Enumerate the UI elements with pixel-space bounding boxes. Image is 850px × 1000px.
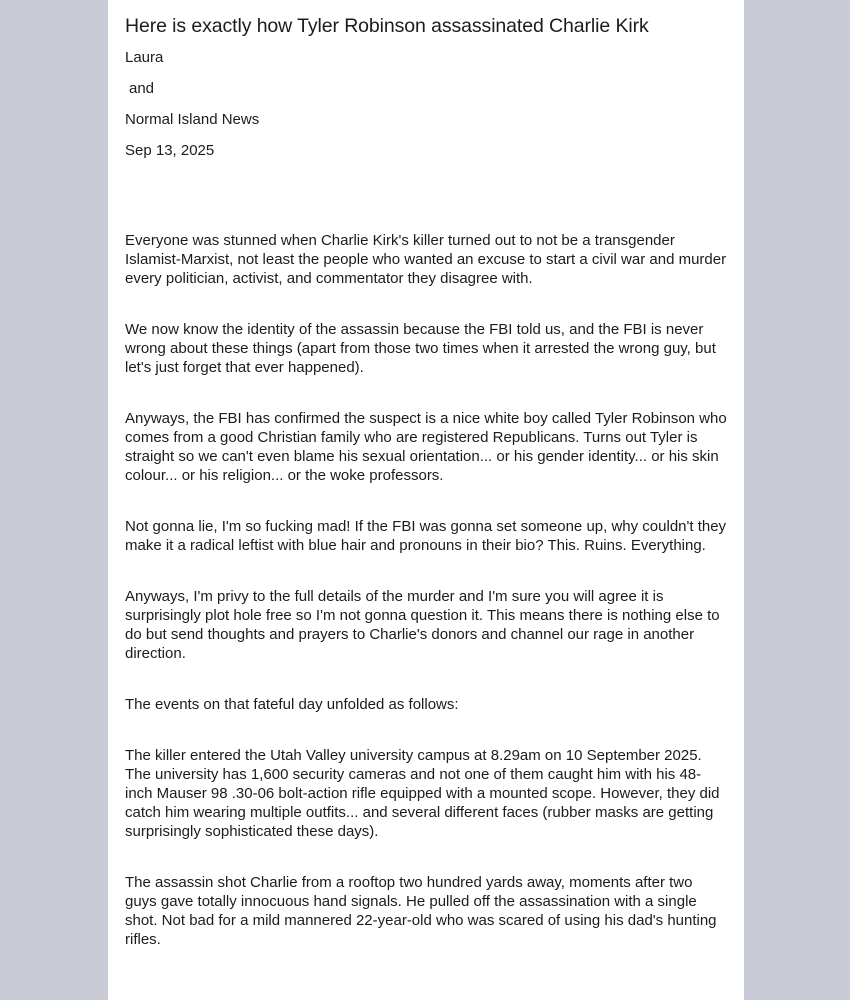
article-body	[125, 231, 727, 949]
paragraph: The killer entered the Utah Valley university campus at 8.29am on 10 September 2025. The university has 1,600 security cameras and not one of them caught him with his 48-inch Mauser 98 .30-06 bolt-action rifle equipped with a mounted scope. However, they did catch him wearing multiple outfits... and several different faces (rubber masks are getting surprisingly sophisticated these days).	[125, 747, 720, 840]
paragraph: Anyways, the FBI has confirmed the suspect is a nice white boy called Tyler Robinson who comes from a good Christian family who are registered Republicans. Turns out Tyler is straight so we can't even blame his sexual orientation... or his gender identity... or his skin colour... or his religion... or the woke professors.	[125, 410, 727, 484]
paragraph: The events on that fateful day unfolded as follows:	[125, 696, 459, 713]
article-page	[108, 0, 744, 1000]
paragraph: We now know the identity of the assassin because the FBI told us, and the FBI is never wrong about these things (apart from those two times when it arrested the wrong guy, but let's just forget that ever happened).	[125, 321, 716, 376]
paragraph: Not gonna lie, I'm so fucking mad! If the FBI was gonna set someone up, why couldn't they make it a radical leftist with blue hair and pronouns in their bio? This. Ruins. Everything.	[125, 518, 727, 554]
byline-conjunction: and	[129, 80, 155, 97]
publish-date: Sep 13, 2025	[125, 142, 215, 159]
header-spacer	[125, 172, 727, 231]
publication-name[interactable]: Normal Island News	[125, 111, 260, 128]
author-name[interactable]: Laura	[125, 49, 164, 66]
paragraph: The assassin shot Charlie from a rooftop two hundred yards away, moments after two guys gave totally innocuous hand signals. He pulled off the assassination with a single shot. Not bad for a mild mannered 22-year-old who was scared of using his dad's hunting rifles.	[125, 874, 717, 948]
article-title: Here is exactly how Tyler Robinson assassinated Charlie Kirk	[125, 15, 649, 37]
paragraph: Everyone was stunned when Charlie Kirk's killer turned out to not be a transgender Islamist-Marxist, not least the people who wanted an excuse to start a civil war and murder every politician, activist, and commentator they disagree with.	[125, 232, 727, 287]
paragraph: Anyways, I'm privy to the full details of the murder and I'm sure you will agree it is surprisingly plot hole free so I'm not gonna question it. This means there is nothing else to do but send thoughts and prayers to Charlie's donors and channel our rage in another direction.	[125, 588, 720, 662]
